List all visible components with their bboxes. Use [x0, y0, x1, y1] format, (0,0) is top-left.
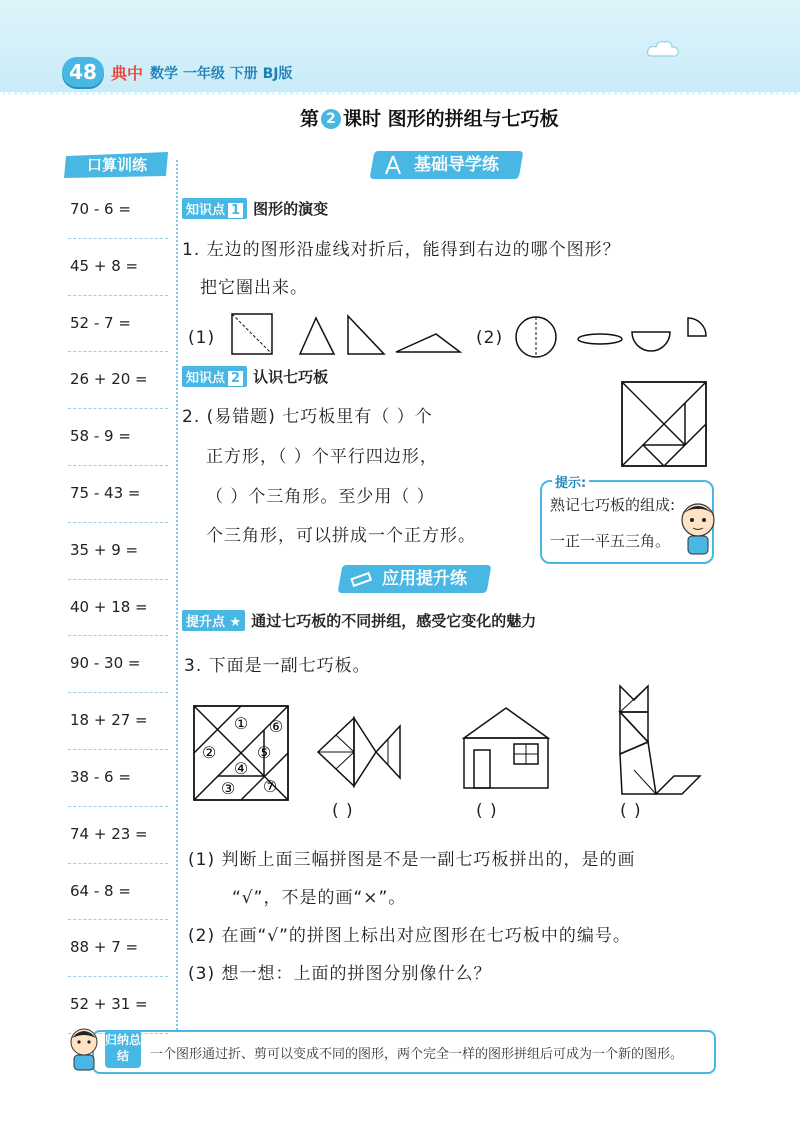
calc-item: 18 + 27 =: [68, 693, 168, 750]
numbered-tangram: [192, 704, 290, 802]
triangle-shape: [300, 318, 334, 354]
q1-part2-shapes: [512, 314, 718, 360]
calc-item: 90 - 30 =: [68, 636, 168, 693]
hint-line1: 熟记七巧板的组成:: [550, 496, 676, 514]
hint-line2: 一正一平五三角。: [550, 532, 671, 550]
calc-item: 26 + 20 =: [68, 352, 168, 409]
cloud-icon: [646, 38, 680, 60]
knowledge-point-2: 知识点 2 认识七巧板: [182, 366, 328, 387]
summary-text: 一个图形通过折、剪可以变成不同的图形，两个完全一样的图形拼组后可成为一个新的图形。: [150, 1047, 684, 1062]
q3-sub2: (2) 在画“√”的拼图上标出对应图形在七巧板中的编号。: [188, 926, 631, 946]
q1-part1-shapes: [228, 310, 398, 358]
series-label: 数学 一年级 下册 BJ版: [150, 66, 293, 82]
summary-label: 归纳总结: [105, 1030, 141, 1068]
calc-item: 75 - 43 =: [68, 466, 168, 523]
oral-training-heading-badge: [62, 150, 172, 180]
calc-item: 64 - 8 =: [68, 864, 168, 921]
q1-part1-label: (1): [188, 328, 216, 348]
question-3-line1: 3. 下面是一副七巧板。: [184, 656, 371, 676]
answer-paren-2[interactable]: ( ): [476, 801, 498, 821]
cartoon-boy-icon: [66, 1026, 102, 1072]
improve-point: 提升点 ★ 通过七巧板的不同拼组，感受它变化的魅力: [182, 610, 536, 631]
calc-item: 70 - 6 =: [68, 182, 168, 239]
calc-item: 88 + 7 =: [68, 920, 168, 977]
q3-sub3: (3) 想一想：上面的拼图分别像什么？: [188, 964, 492, 984]
brand-logo: 典中: [111, 64, 144, 83]
question-1-line1: 1. 左边的图形沿虚线对折后，能得到右边的哪个图形？: [182, 240, 621, 260]
q1-part2-label: (2): [476, 328, 504, 348]
right-triangle-shape: [348, 316, 384, 354]
page-title: 第 2 课时 图形的拼组与七巧板: [300, 108, 559, 130]
section-banner-advanced: 应用提升练: [338, 565, 492, 593]
hint-label: 提示:: [552, 472, 589, 491]
column-divider: [176, 160, 178, 1030]
tangram-figure: [620, 380, 708, 468]
question-1-line2: 把它圈出来。: [200, 278, 308, 298]
square-shape: [232, 314, 272, 354]
calc-item: 35 + 9 =: [68, 523, 168, 580]
question-2-line4: 个三角形，可以拼成一个正方形。: [206, 526, 476, 546]
answer-paren-3[interactable]: ( ): [620, 801, 642, 821]
calc-item: 38 - 6 =: [68, 750, 168, 807]
quarter-circle-shape: [688, 318, 706, 336]
half-circle-shape: [632, 332, 670, 351]
compass-icon: [382, 154, 404, 176]
calc-item: 74 + 23 =: [68, 807, 168, 864]
piece-label: ④: [233, 759, 249, 778]
piece-label: ③: [220, 779, 236, 798]
question-2-line1: 2. (易错题) 七巧板里有（ ）个: [182, 407, 433, 427]
knowledge-point-1: 知识点 1 图形的演变: [182, 198, 328, 219]
q3-sub1-line2: “√”，不是的画“×”。: [232, 888, 407, 908]
calc-item: 58 - 9 =: [68, 409, 168, 466]
fold-line: [232, 314, 272, 354]
calc-item: 40 + 18 =: [68, 580, 168, 637]
q3-sub1-line1: (1) 判断上面三幅拼图是不是一副七巧板拼出的，是的画: [188, 850, 636, 870]
ellipse-shape: [578, 334, 622, 344]
calc-item: 52 + 31 =: [68, 977, 168, 1034]
house-picture: [460, 706, 552, 790]
question-2-line2: 正方形，（ ）个平行四边形，: [206, 447, 438, 467]
flat-triangle-shape: [394, 330, 464, 356]
oral-heading: 口算训练: [86, 156, 148, 174]
calc-item: 45 + 8 =: [68, 239, 168, 296]
piece-label: ⑤: [256, 743, 272, 762]
cartoon-boy-icon: [676, 500, 722, 558]
piece-label: ⑦: [262, 777, 278, 796]
answer-paren-1[interactable]: ( ): [332, 801, 354, 821]
ruler-icon: [350, 568, 372, 590]
page-number: 48: [62, 57, 104, 87]
cat-puzzle: [612, 684, 704, 796]
section-banner-basic: 基础导学练: [370, 151, 524, 179]
piece-label: ②: [201, 743, 217, 762]
fish-puzzle: [316, 716, 406, 788]
oral-calc-list: [68, 182, 168, 1034]
piece-label: ①: [233, 714, 249, 733]
piece-label: ⑥: [268, 717, 284, 736]
question-2-line3: （ ）个三角形。至少用（ ）: [206, 487, 435, 507]
calc-item: 52 - 7 =: [68, 296, 168, 353]
